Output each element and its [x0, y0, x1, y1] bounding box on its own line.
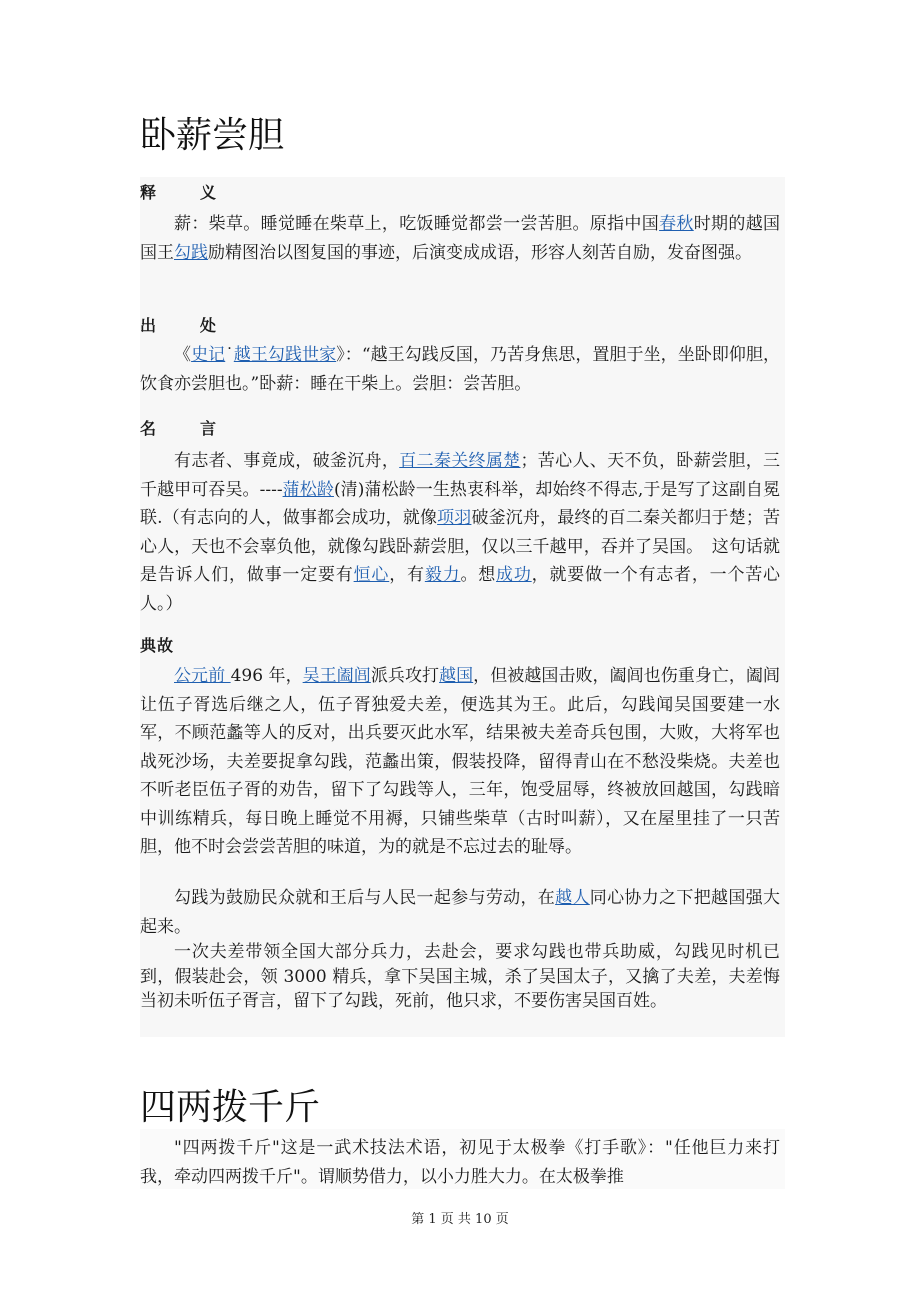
- story-paragraph-3: 一次夫差带领全国大部分兵力，去赴会，要求勾践也带兵助威，勾践见时机已到，假装赴会，领 3000 精兵，拿下吴国主城，杀了吴国太子，又擒了夫差，夫差悔当初未听伍子胥言，留下了勾践，死前，他只求，不要伤害吴国百姓。: [140, 942, 780, 1011]
- link-hengxin[interactable]: 恒心: [353, 565, 390, 585]
- section-title-siliang: 四两拨千斤: [140, 1087, 321, 1128]
- link-gongyuanqian[interactable]: 公元前: [174, 666, 231, 686]
- link-chenggong[interactable]: 成功: [496, 565, 532, 585]
- link-pusongling[interactable]: 蒲松龄: [282, 479, 334, 500]
- quote-paragraph: 有志者、事竟成，破釜沉舟，百二秦关终属楚；苦心人、天不负，卧薪尝胆，三千越甲可吞吴。----蒲松龄(清)蒲松龄一生热衷科举，却始终不得志,于是写了这副自冕联.（有志向的人，做事都会成功，就像项羽破釜沉舟，最终的百二秦关都归于楚；苦心人，天也不会辜负他，就像勾践卧薪尝胆，仅以三千越甲，吞并了吴国。 这句话就是告诉人们，做事一定要有恒心，有毅力。想成功，就要做一个有志者，一个苦心人。）: [140, 451, 781, 614]
- link-wuwang-helv[interactable]: 吴王阖闾: [302, 666, 371, 686]
- link-yili[interactable]: 毅力: [424, 565, 461, 585]
- link-baierqinguan[interactable]: 百二秦关终属楚: [399, 451, 521, 471]
- section-heading-story: 典故: [140, 636, 175, 655]
- link-shiji[interactable]: 史记: [191, 345, 226, 365]
- story-paragraph-2: 勾践为鼓励民众就和王后与人民一起参与劳动，在越人同心协力之下把越国强大起来。: [140, 888, 781, 937]
- link-xiangyu[interactable]: 项羽: [437, 508, 472, 528]
- story-paragraph-1: 公元前 496 年，吴王阖闾派兵攻打越国，但被越国击败，阖闾也伤重身亡，阖闾让伍子胥选后继之人，伍子胥独爱夫差，便选其为王。此后，勾践闻吴国要建一水军，不顾范蠡等人的反对，出兵要灭此水军，结果被夫差奇兵包围，大败，大将军也战死沙场，夫差要捉拿勾践，范蠡出策，假装投降，留得青山在不愁没柴烧。夫差也不听老臣伍子胥的劝告，留下了勾践等人，三年，饱受屈辱，终被放回越国，勾践暗中训练精兵，每日晚上睡觉不用褥，只铺些柴草（古时叫薪），又在屋里挂了一只苦胆，他不时会尝尝苦胆的味道，为的就是不忘过去的耻辱。: [140, 666, 781, 857]
- link-yuewang-goujian-shijia[interactable]: 越王勾践世家: [233, 345, 337, 365]
- section-heading-meaning: 释 义: [140, 183, 231, 202]
- section-heading-quote: 名 言: [140, 419, 231, 438]
- source-paragraph: 《史记˙越王勾践世家》：“越王勾践反国，乃苦身焦思，置胆于坐，坐卧即仰胆，饮食亦尝胆也。”卧薪：睡在干柴上。尝胆：尝苦胆。: [140, 345, 781, 394]
- link-chunqiu[interactable]: 春秋: [659, 214, 694, 234]
- link-yueguo[interactable]: 越国: [439, 666, 474, 686]
- siliang-intro-paragraph: "四两拨千斤"这是一武术技法术语，初见于太极拳《打手歌》："任他巨力来打我，牵动四两拨千斤"。谓顺势借力，以小力胜大力。在太极拳推: [140, 1138, 780, 1187]
- link-goujian[interactable]: 勾践: [174, 242, 208, 263]
- meaning-paragraph: 薪：柴草。睡觉睡在柴草上，吃饭睡觉都尝一尝苦胆。原指中国春秋时期的越国国王勾践励精图治以图复国的事迹，后演变成成语，形容人刻苦自励，发奋图强。: [140, 214, 781, 263]
- link-yueren[interactable]: 越人: [555, 888, 590, 908]
- section-heading-source: 出 处: [140, 316, 231, 335]
- page-title: 卧薪尝胆: [140, 115, 285, 156]
- page-footer: 第 1 页 共 10 页: [411, 1212, 509, 1227]
